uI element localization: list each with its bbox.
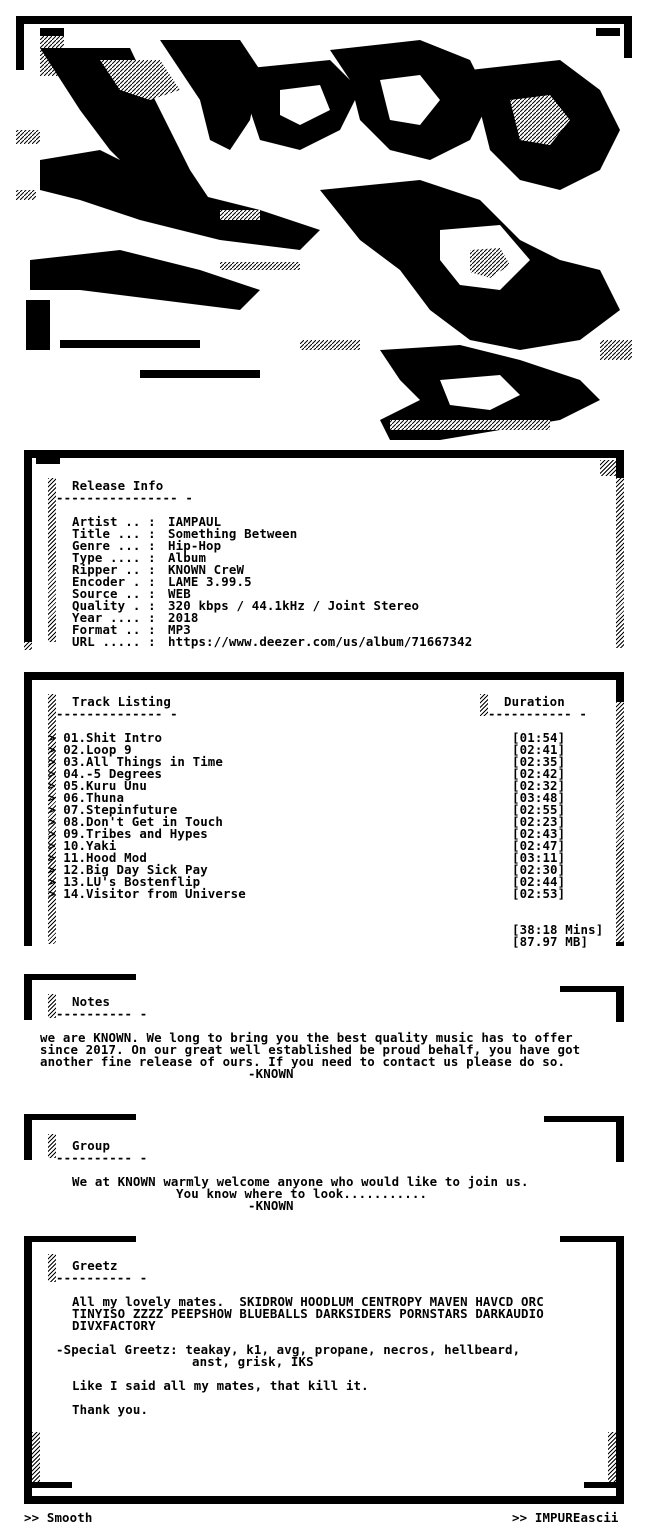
greetz-title: Greetz	[72, 1258, 118, 1273]
track-duration: [01:54]	[512, 730, 566, 745]
track-duration: [02:44]	[512, 874, 566, 889]
track-name: > 04.-5 Degrees	[48, 766, 163, 781]
notes-box	[0, 970, 648, 1080]
group-line2: You know where to look...........	[176, 1186, 428, 1201]
release-info-label: Ripper .. :	[72, 562, 156, 577]
track-name: > 03.All Things in Time	[48, 754, 224, 769]
release-info-rule: ---------------- -	[56, 490, 193, 505]
release-info-value[interactable]: https://www.deezer.com/us/album/71667342	[168, 634, 473, 649]
release-info-value: WEB	[168, 586, 191, 601]
track-name: > 10.Yaki	[48, 838, 117, 853]
release-info-value: MP3	[168, 622, 191, 637]
track-name: > 06.Thuna	[48, 790, 125, 805]
duration-rule: ----------- -	[488, 706, 587, 721]
greetz-rule: ---------- -	[56, 1270, 148, 1285]
notes-signature: -KNOWN	[248, 1066, 294, 1081]
release-info-label: Source .. :	[72, 586, 156, 601]
track-duration: [02:41]	[512, 742, 566, 757]
notes-rule: ---------- -	[56, 1006, 148, 1021]
release-info-label: Artist .. :	[72, 514, 156, 529]
duration-title: Duration	[504, 694, 565, 709]
greetz-mates-line: DIVXFACTORY	[72, 1318, 156, 1333]
track-duration: [02:55]	[512, 802, 566, 817]
release-info-label: Title ... :	[72, 526, 156, 541]
release-info-label: Quality . :	[72, 598, 156, 613]
track-name: > 14.Visitor from Universe	[48, 886, 246, 901]
track-name: > 11.Hood Mod	[48, 850, 147, 865]
greetz-closing2: Thank you.	[72, 1402, 149, 1417]
release-info-label: Year .... :	[72, 610, 156, 625]
special-greetz-line2: anst, grisk, IKS	[192, 1354, 314, 1369]
track-duration: [02:43]	[512, 826, 566, 841]
release-info-label: Genre ... :	[72, 538, 156, 553]
track-listing-title: Track Listing	[72, 694, 171, 709]
footer-credit-left: >> Smooth	[24, 1510, 93, 1525]
release-info-box	[0, 450, 648, 650]
track-name: > 13.LU's Bostenflip	[48, 874, 201, 889]
notes-line: another fine release of ours. If you need to contact us please do so.	[40, 1054, 566, 1069]
group-box	[0, 1110, 648, 1220]
track-name: > 02.Loop 9	[48, 742, 132, 757]
release-info-label: URL ..... :	[72, 634, 156, 649]
release-info-value: KNOWN CreW	[168, 562, 245, 577]
release-info-label: Encoder . :	[72, 574, 156, 589]
track-duration: [02:32]	[512, 778, 566, 793]
track-duration: [02:53]	[512, 886, 566, 901]
known-ascii-logo-icon	[0, 0, 648, 450]
total-size: [87.97 MB]	[512, 934, 589, 949]
track-duration: [02:23]	[512, 814, 566, 829]
special-greetz-line1: -Special Greetz: teakay, k1, avg, propane, necros, hellbeard,	[56, 1342, 521, 1357]
total-time: [38:18 Mins]	[512, 922, 604, 937]
greetz-mates-line: All my lovely mates. SKIDROW HOODLUM CENTROPY MAVEN HAVCD ORC	[72, 1294, 544, 1309]
track-listing-rule: -------------- -	[56, 706, 178, 721]
track-duration: [03:48]	[512, 790, 566, 805]
notes-title: Notes	[72, 994, 111, 1009]
track-listing-box	[0, 672, 648, 952]
greetz-closing1: Like I said all my mates, that kill it.	[72, 1378, 369, 1393]
notes-line: since 2017. On our great well established be proud behalf, you have got	[40, 1042, 581, 1057]
track-duration: [02:47]	[512, 838, 566, 853]
track-name: > 12.Big Day Sick Pay	[48, 862, 208, 877]
release-info-value: 320 kbps / 44.1kHz / Joint Stereo	[168, 598, 420, 613]
track-duration: [02:35]	[512, 754, 566, 769]
track-name: > 09.Tribes and Hypes	[48, 826, 208, 841]
notes-line: we are KNOWN. We long to bring you the best quality music has to offer	[40, 1030, 573, 1045]
release-info-value: Something Between	[168, 526, 298, 541]
greetz-box	[0, 1232, 648, 1502]
track-duration: [02:30]	[512, 862, 566, 877]
release-info-label: Type .... :	[72, 550, 156, 565]
release-info-label: Format .. :	[72, 622, 156, 637]
track-name: > 08.Don't Get in Touch	[48, 814, 224, 829]
track-name: > 07.Stepinfuture	[48, 802, 178, 817]
group-signature: -KNOWN	[248, 1198, 294, 1213]
greetz-mates-line: TINYISO ZZZZ PEEPSHOW BLUEBALLS DARKSIDERS PORNSTARS DARKAUDIO	[72, 1306, 544, 1321]
track-name: > 05.Kuru Unu	[48, 778, 147, 793]
logo-tag: sM	[574, 82, 590, 97]
known-ascii-logo	[0, 0, 648, 450]
group-rule: ---------- -	[56, 1150, 148, 1165]
group-line1: We at KNOWN warmly welcome anyone who would like to join us.	[72, 1174, 529, 1189]
release-info-value: Hip-Hop	[168, 538, 222, 553]
release-info-value: IAMPAUL	[168, 514, 222, 529]
release-info-value: LAME 3.99.5	[168, 574, 252, 589]
track-name: > 01.Shit Intro	[48, 730, 163, 745]
track-duration: [02:42]	[512, 766, 566, 781]
release-info-title: Release Info	[72, 478, 164, 493]
release-info-value: 2018	[168, 610, 199, 625]
release-info-value: Album	[168, 550, 207, 565]
group-title: Group	[72, 1138, 111, 1153]
footer-credit-right: >> IMPUREascii	[512, 1510, 619, 1525]
track-duration: [03:11]	[512, 850, 566, 865]
